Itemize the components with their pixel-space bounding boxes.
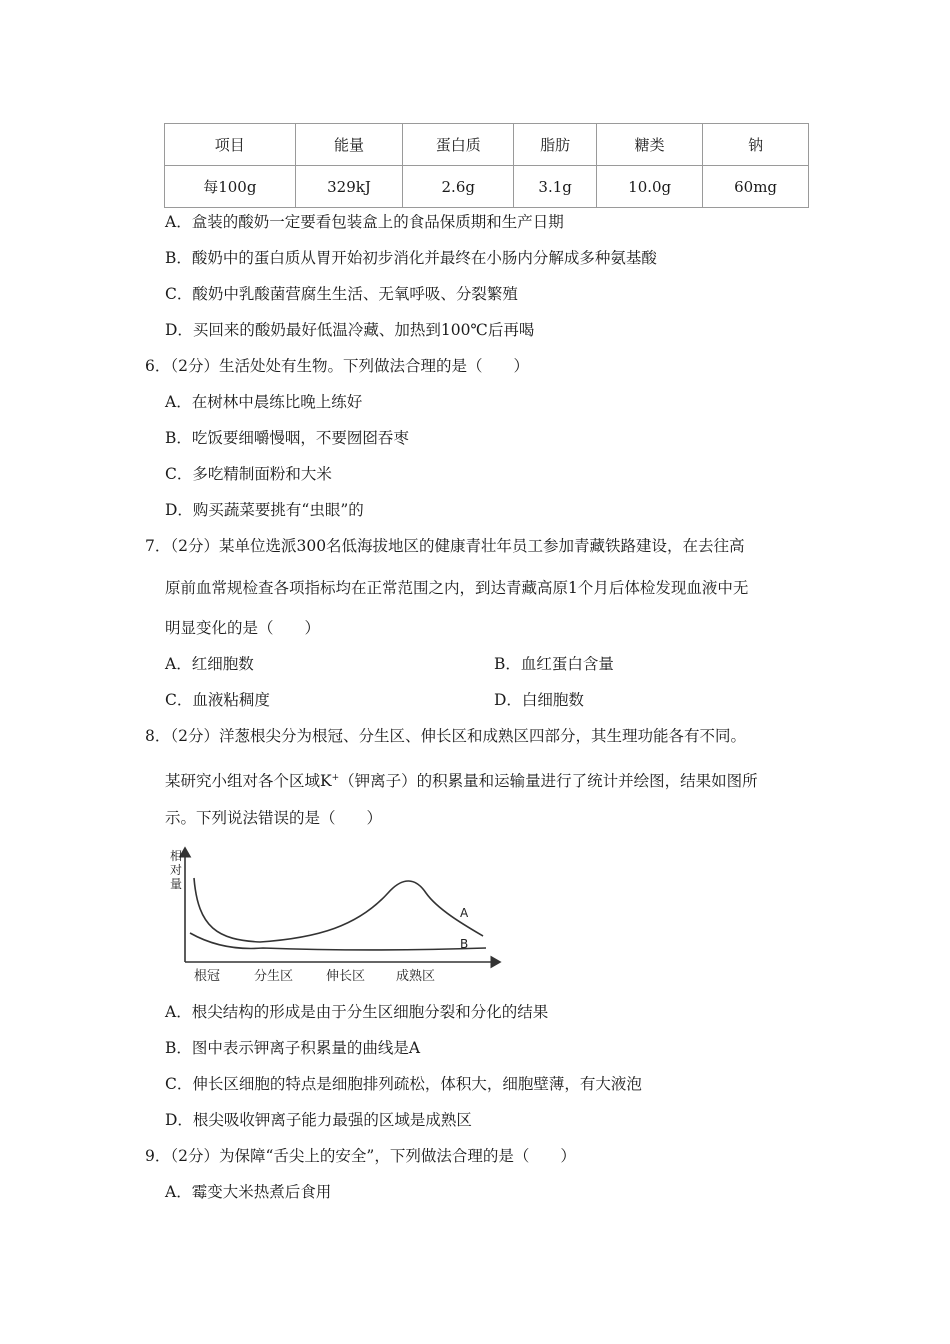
potassium-charge: + [331, 773, 340, 783]
q5-option-d: D．买回来的酸奶最好低温冷藏、加热到100℃后再喝 [165, 321, 535, 339]
y-axis-label-3: 量 [170, 877, 183, 891]
table-cell: 10.0g [597, 166, 703, 208]
x-axis-label-root-cap: 根冠 [194, 969, 221, 984]
curve-a [194, 878, 483, 942]
table-cell: 每100g [165, 166, 296, 208]
q8-stem-line-2-pre: 某研究小组对各个区域K [165, 772, 332, 790]
q7-stem-line-2: 原前血常规检查各项指标均在正常范围之内，到达青藏高原1个月后体检发现血液中无 [165, 579, 749, 597]
table-header-cell: 脂肪 [514, 124, 597, 166]
q7-option-a: A．红细胞数 [165, 655, 254, 673]
table-header-cell: 钠 [703, 124, 809, 166]
q8-option-b: B．图中表示钾离子积累量的曲线是A [165, 1039, 421, 1057]
q7-stem-line-3: 明显变化的是（ ） [165, 619, 321, 637]
x-axis-label-meristem: 分生区 [254, 969, 294, 984]
q5-option-a: A．盒装的酸奶一定要看包装盒上的食品保质期和生产日期 [165, 213, 564, 231]
table-header-row [165, 124, 809, 166]
x-axis-label-maturation: 成熟区 [396, 969, 436, 984]
table-header-cell: 糖类 [597, 124, 703, 166]
q8-stem-line-1: 8．（2分）洋葱根尖分为根冠、分生区、伸长区和成熟区四部分，其生理功能各有不同。 [145, 727, 746, 745]
table-header-cell: 项目 [165, 124, 296, 166]
q6-stem: 6．（2分）生活处处有生物。下列做法合理的是（ ） [145, 357, 529, 375]
table-cell: 2.6g [403, 166, 514, 208]
curve-b [190, 933, 486, 950]
nutrition-table [164, 123, 809, 208]
table-cell: 329kJ [295, 166, 403, 208]
q8-option-a: A．根尖结构的形成是由于分生区细胞分裂和分化的结果 [165, 1003, 549, 1021]
q6-option-d: D．购买蔬菜要挑有“虫眼”的 [165, 501, 364, 519]
table-cell: 60mg [703, 166, 809, 208]
y-axis-label-1: 相 [170, 849, 183, 863]
table-cell: 3.1g [514, 166, 597, 208]
curve-a-label: A [460, 906, 469, 920]
q6-option-c: C．多吃精制面粉和大米 [165, 465, 332, 483]
q8-stem-line-2-post: （钾离子）的积累量和运输量进行了统计并绘图，结果如图所 [339, 772, 758, 790]
q9-option-a: A．霉变大米热煮后食用 [165, 1183, 332, 1201]
q5-option-c: C．酸奶中乳酸菌营腐生生活、无氧呼吸、分裂繁殖 [165, 285, 518, 303]
curve-b-label: B [460, 937, 469, 951]
q8-option-c: C．伸长区细胞的特点是细胞排列疏松，体积大，细胞壁薄，有大液泡 [165, 1075, 642, 1093]
y-axis-label-2: 对 [170, 863, 183, 877]
q7-stem-line-1: 7．（2分）某单位选派300名低海拔地区的健康青壮年员工参加青藏铁路建设，在去往高 [145, 537, 745, 555]
q9-stem: 9．（2分）为保障“舌尖上的安全”，下列做法合理的是（ ） [145, 1147, 576, 1165]
root-tip-graph [168, 838, 508, 988]
q6-option-a: A．在树林中晨练比晚上练好 [165, 393, 363, 411]
q6-option-b: B．吃饭要细嚼慢咽，不要囫囵吞枣 [165, 429, 409, 447]
q7-option-b: B．血红蛋白含量 [494, 655, 614, 673]
q8-stem-line-2 [165, 768, 758, 791]
q5-option-b: B．酸奶中的蛋白质从胃开始初步消化并最终在小肠内分解成多种氨基酸 [165, 249, 657, 267]
x-axis-label-elongation: 伸长区 [326, 969, 366, 984]
table-header-cell: 能量 [295, 124, 403, 166]
table-header-cell: 蛋白质 [403, 124, 514, 166]
q7-option-c: C．血液粘稠度 [165, 691, 270, 709]
table-row [165, 166, 809, 208]
q8-stem-line-3: 示。下列说法错误的是（ ） [165, 809, 383, 827]
q8-option-d: D．根尖吸收钾离子能力最强的区域是成熟区 [165, 1111, 472, 1129]
q7-option-d: D．白细胞数 [494, 691, 584, 709]
